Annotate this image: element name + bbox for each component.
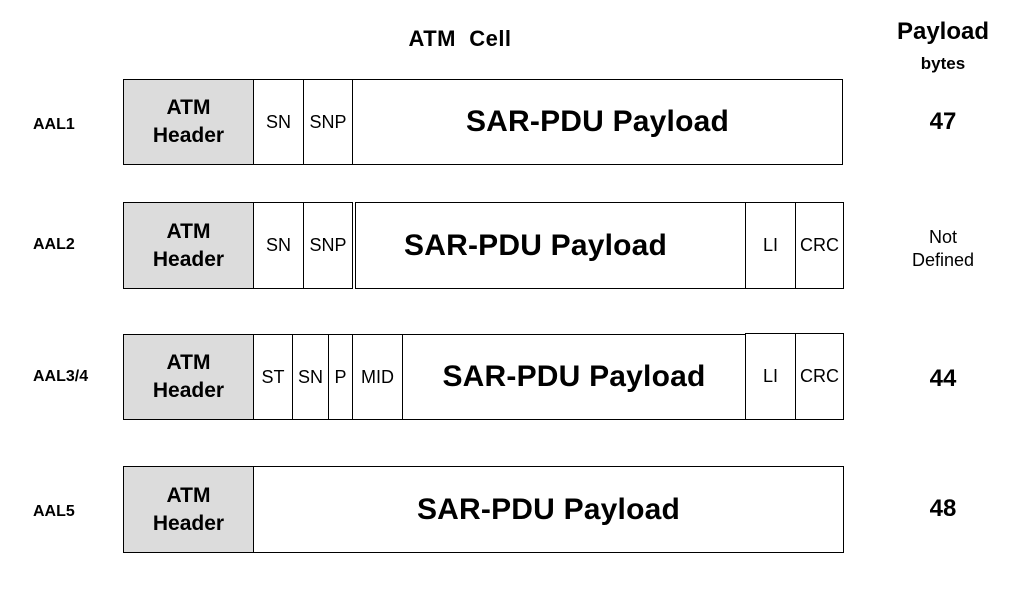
mid-field: MID	[352, 334, 403, 420]
atm-header-line2: Header	[152, 124, 225, 147]
payload-bytes-aal1: 47	[929, 108, 957, 135]
payload-bytes-aal5: 48	[929, 495, 957, 522]
sar-pdu-payload: SAR-PDU Payload	[253, 466, 844, 553]
atm-header-line2: Header	[152, 379, 225, 402]
row-label-aal5: AAL5	[33, 503, 75, 520]
row-label-aal1: AAL1	[33, 116, 75, 133]
li-field: LI	[745, 202, 796, 289]
atm-header-cell	[123, 334, 254, 420]
sar-pdu-payload: SAR-PDU Payload	[355, 202, 746, 289]
payload-column-subtitle: bytes	[920, 54, 966, 73]
payload-bytes-line2: Defined	[911, 250, 975, 270]
atm-header-line2: Header	[152, 511, 225, 535]
sn-field: SN	[253, 202, 304, 289]
payload-column-title: Payload	[896, 18, 990, 45]
diagram-title: ATM Cell	[408, 26, 512, 51]
atm-header-cell	[123, 466, 254, 553]
snp-field: SNP	[303, 79, 353, 165]
atm-header-line1: ATM	[166, 483, 211, 507]
atm-header-line1: ATM	[166, 351, 211, 374]
payload-bytes-line1: Not	[928, 227, 957, 247]
sn-field: SN	[292, 334, 329, 420]
atm-header-cell	[123, 79, 254, 165]
atm-header-line1: ATM	[166, 219, 211, 243]
crc-field: CRC	[795, 202, 844, 289]
row-label-aal2: AAL2	[33, 236, 75, 253]
payload-bytes-aal3-4: 44	[929, 365, 957, 392]
crc-field: CRC	[795, 333, 844, 420]
atm-header-cell	[123, 202, 254, 289]
sn-field: SN	[253, 79, 304, 165]
p-field: P	[328, 334, 353, 420]
atm-header-line1: ATM	[166, 96, 211, 119]
li-field: LI	[745, 333, 796, 420]
sar-pdu-payload: SAR-PDU Payload	[352, 79, 843, 165]
payload-bytes-aal2	[878, 226, 1008, 272]
st-field: ST	[253, 334, 293, 420]
row-label-aal3-4: AAL3/4	[33, 368, 89, 385]
atm-header-line2: Header	[152, 247, 225, 271]
sar-pdu-payload: SAR-PDU Payload	[402, 334, 746, 420]
snp-field: SNP	[303, 202, 353, 289]
